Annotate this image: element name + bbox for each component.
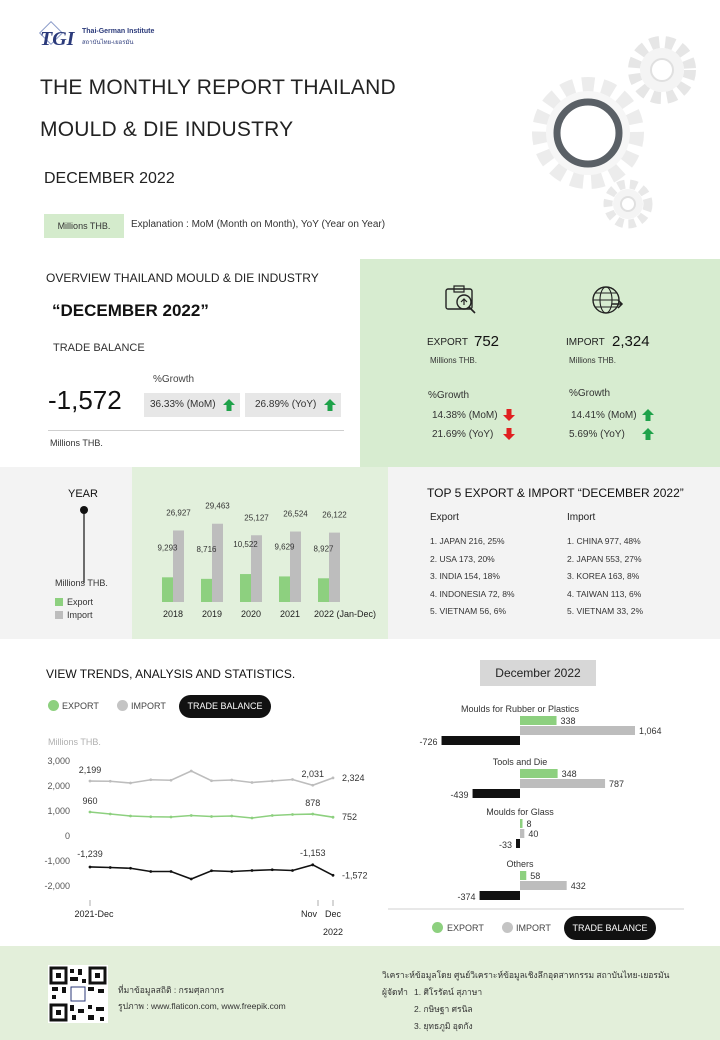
export-bar [201,579,212,602]
top5-import-item: 4. TAIWAN 113, 6% [567,588,642,599]
institute-name-th: สถาบันไทย-เยอรมัน [82,40,134,46]
divider [48,430,344,431]
trade-balance-value-label: -439 [450,790,469,800]
category-label: Moulds for Rubber or Plastics [460,704,580,714]
arrow-down-icon [502,408,516,422]
import-value-label: 26,122 [322,510,347,520]
top5-export-item: 3. INDIA 154, 18% [430,571,500,581]
arrow-up-icon [641,427,655,441]
export-point [149,815,152,818]
import-value-label: 1,064 [639,726,662,736]
legend-export-swatch [55,598,63,606]
top5-export-head: Export [430,512,459,523]
import-bar [520,779,605,788]
trends-title: VIEW TRENDS, ANALYSIS AND STATISTICS. [46,667,296,681]
import-bar [520,726,635,735]
trade-balance-first-label: -1,239 [77,848,103,859]
export-yoy: 21.69% (YoY) [432,429,494,440]
export-unit: Millions THB. [430,356,477,365]
overview-title: OVERVIEW THAILAND MOULD & DIE INDUSTRY [46,271,319,285]
export-bar [240,574,251,602]
export-bar [318,578,329,602]
yearly-bar-chart [132,467,388,639]
year-pin-decoration [78,505,90,585]
legend-export-text: EXPORT [447,923,484,933]
import-label: IMPORT [566,337,605,348]
report-title-line2: MOULD & DIE INDUSTRY [40,118,294,141]
year-tick-label: 2022 (Jan-Dec) [314,609,377,619]
report-period: DECEMBER 2022 [44,170,175,187]
trade-balance-point [291,869,294,872]
trade-balance-point [149,870,152,873]
trend-line-chart [30,728,380,943]
trade-balance-value-label: -726 [419,737,438,747]
footer-images: รูปภาพ : www.flaticon.com, www.freepik.com [118,1001,286,1011]
gears-decoration [530,8,720,238]
import-value: 2,324 [612,333,650,350]
import-point [291,778,294,781]
export-import-panel [360,259,720,467]
trade-balance-value-label: -374 [457,892,476,902]
import-point [109,780,112,783]
export-point [170,816,173,819]
trade-balance-point [170,870,173,873]
footer [0,946,720,1040]
import-value-label: 26,524 [283,509,308,519]
legend-export-text: EXPORT [62,701,99,711]
top5-import-list [567,536,643,624]
trade-balance-point [190,878,193,881]
overview-period: “DECEMBER 2022” [52,301,209,320]
export-point [332,816,335,819]
export-value-label: 9,629 [274,542,295,552]
trade-balance-value: -1,572 [48,385,122,415]
export-value-label: 8 [526,819,532,829]
unit-tag: Millions THB. [44,214,124,238]
export-value: 752 [474,333,500,350]
qr-code-icon[interactable] [48,965,108,1023]
y-tick-label: 3,000 [47,756,70,766]
top5-export-item: 2. USA 173, 20% [430,553,495,564]
export-bar [162,577,173,602]
trade-balance-point [311,863,314,866]
import-point [311,784,314,787]
import-bar [520,881,567,890]
explanation-text: Explanation : MoM (Month on Month), YoY (Year on Year) [131,219,386,230]
import-point [149,778,152,781]
category-label: Moulds for Glass [486,807,554,817]
y-tick-label: 1,000 [47,806,70,816]
import-value-label: 25,127 [244,513,269,523]
legend-export-label: Export [67,597,94,607]
footer-maker: 1. ศิโรรัตน์ สุภาษา [414,987,483,997]
top5-export-item: 5. VIETNAM 56, 6% [430,606,507,616]
import-point [271,780,274,783]
legend-import-label: Import [67,610,93,620]
legend-export-dot [48,700,59,711]
export-bar [520,871,526,880]
arrow-up-icon [222,398,236,412]
trade-balance-bar [473,789,520,798]
gear-icon [540,85,636,181]
export-bar [279,576,290,602]
import-unit: Millions THB. [569,356,616,365]
footer-source: ที่มาข้อมูลสถิติ : กรมศุลกากร [118,985,225,995]
legend-import-dot [502,922,513,933]
export-last-label: 752 [342,812,358,823]
trade-balance-point [89,866,92,869]
import-point [89,780,92,783]
import-point [332,777,335,780]
trade-balance-legend-button[interactable]: TRADE BALANCE [564,916,656,940]
import-value-label: 40 [528,829,539,839]
legend-import-swatch [55,611,63,619]
arrow-up-icon [323,398,337,412]
import-point [170,779,173,782]
category-label: Tools and Die [492,757,548,767]
footer-analysis: วิเคราะห์ข้อมูลโดย ศูนย์วิเคราะห์ข้อมูลเชิงลึกอุตสาหกรรม สถาบันไทย-เยอรมัน [382,970,670,980]
import-prev-label: 2,031 [301,769,325,780]
trade-balance-mom-value: 36.33% (MoM) [150,399,216,410]
import-first-label: 2,199 [78,765,102,776]
export-bar [520,769,558,778]
export-value-label: 58 [530,871,541,881]
trade-balance-bar [516,839,520,848]
year-title: YEAR [68,488,98,500]
gear-icon [634,42,690,98]
month-badge: December 2022 [480,660,596,686]
trade-balance-value-label: -33 [498,840,512,850]
export-value-label: 9,293 [157,543,178,553]
trade-balance-yoy [245,393,341,417]
import-point [251,781,254,784]
export-point [129,815,132,818]
top5-export-list [430,536,515,624]
gear-icon [608,184,648,224]
x-tick-label: 2022 [322,927,344,937]
export-point [291,813,294,816]
year-tick-label: 2020 [240,609,262,619]
footer-maker: 2. กษิษฐา ศรนิล [414,1004,473,1014]
category-label: Others [506,859,534,869]
x-tick-label: Dec [324,909,342,919]
year-tick-label: 2018 [162,609,184,619]
arrow-down-icon [502,427,516,441]
import-point [190,770,193,773]
footer-makers-label: ผู้จัดทำ [382,987,408,997]
import-bar [173,530,184,602]
import-growth-label: %Growth [569,388,611,399]
export-point [109,813,112,816]
trade-balance-point [271,868,274,871]
trade-balance-point [129,867,132,870]
import-bar [212,524,223,602]
trade-balance-bar [442,736,520,745]
y-tick-label: -2,000 [44,881,70,891]
tgi-logo: TGI [40,28,75,50]
top5-export-item: 1. JAPAN 216, 25% [430,536,505,546]
export-icon [444,284,480,318]
year-tick-label: 2019 [201,609,223,619]
top5-title: TOP 5 EXPORT & IMPORT “DECEMBER 2022” [427,486,684,500]
trade-balance-growth-label: %Growth [153,374,195,385]
top5-import-item: 2. JAPAN 553, 27% [567,553,642,564]
export-point [251,817,254,820]
x-tick-label: 2021-Dec [74,909,114,919]
x-tick-label: Nov [300,909,318,919]
report-title-line1: THE MONTHLY REPORT THAILAND [40,76,396,99]
import-point [210,779,213,782]
trade-balance-mom [144,393,240,417]
trade-balance-bar [480,891,520,900]
import-icon [590,284,626,318]
import-point [129,782,132,785]
export-point [230,815,233,818]
legend-import-text: IMPORT [516,923,551,933]
top5-import-item: 5. VIETNAM 33, 2% [567,606,644,616]
footer-maker: 3. ยุทธภูมิ อุดกัง [414,1021,473,1031]
top5-import-item: 3. KOREA 163, 8% [567,571,640,581]
trade-balance-point [251,869,254,872]
top5-import-item: 1. CHINA 977, 48% [567,536,641,546]
export-mom: 14.38% (MoM) [432,410,498,421]
import-line [90,771,333,785]
import-value-label: 26,927 [166,508,191,518]
export-value-label: 338 [560,716,576,726]
category-bar-chart [388,695,688,913]
y-tick-label: 2,000 [47,781,70,791]
import-last-label: 2,324 [342,772,365,783]
trade-balance-point [230,870,233,873]
export-point [311,813,314,816]
export-value-label: 10,522 [233,540,258,550]
legend-export-dot [432,922,443,933]
export-first-label: 960 [82,796,98,806]
import-mom: 14.41% (MoM) [571,410,637,421]
institute-name-en: Thai-German Institute [82,28,155,35]
export-point [271,814,274,817]
legend-import-text: IMPORT [131,701,166,711]
year-tick-label: 2021 [279,609,301,619]
export-value-label: 8,716 [196,544,217,554]
export-bar [520,819,523,828]
export-bar [520,716,557,725]
export-label: EXPORT [427,337,468,348]
y-tick-label: 0 [64,831,70,841]
import-bar [329,533,340,602]
trade-balance-point [109,866,112,869]
legend-import-dot [117,700,128,711]
trade-balance-prev-label: -1,153 [299,847,326,858]
export-point [190,814,193,817]
trade-balance-point [332,874,335,877]
trade-balance-point [210,869,213,872]
trade-balance-unit: Millions THB. [50,438,103,448]
yearly-unit: Millions THB. [55,578,108,588]
import-value-label: 29,463 [205,501,230,511]
export-point [89,811,92,814]
top5-export-item: 4. INDONESIA 72, 8% [430,588,515,599]
import-point [230,779,233,782]
top5-import-head: Import [567,512,596,523]
trade-balance-last-label: -1,572 [342,870,368,881]
trend-unit-label: Millions THB. [48,737,101,747]
export-value-label: 8,927 [313,544,334,554]
trade-balance-yoy-value: 26.89% (YoY) [255,399,317,410]
arrow-up-icon [641,408,655,422]
trade-balance-legend-button[interactable]: TRADE BALANCE [179,695,271,718]
trade-balance-label: TRADE BALANCE [53,342,145,354]
export-growth-label: %Growth [428,390,470,401]
import-value-label: 787 [609,779,625,789]
export-prev-label: 878 [305,798,321,809]
export-value-label: 348 [561,769,577,779]
import-bar [520,829,524,838]
import-yoy: 5.69% (YoY) [569,429,625,440]
import-value-label: 432 [570,881,586,891]
y-tick-label: -1,000 [44,856,70,866]
export-point [210,815,213,818]
